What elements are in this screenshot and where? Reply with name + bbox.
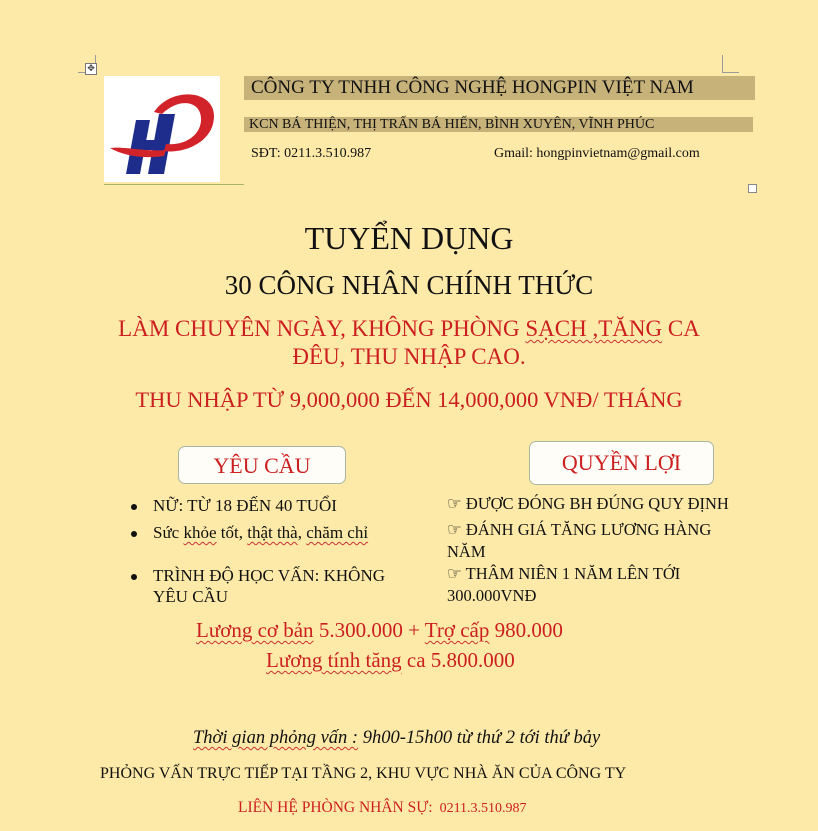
requirement-item [153,523,368,543]
requirement-text: Sức [153,523,184,542]
requirement-text: tốt, [216,523,248,542]
hr-contact-label: LIÊN HỆ PHÒNG NHÂN SỰ: [238,799,433,816]
requirement-item: NỮ: TỪ 18 ĐẾN 40 TUỔI [153,496,337,515]
hr-contact-phone: 0211.3.510.987 [439,801,527,816]
bullet-icon [131,531,137,537]
benefit-item-cont: NĂM [447,542,486,561]
bullet-icon [131,574,137,580]
interview-hours: 9h00-15h00 từ thứ 2 tới thứ bảy [358,728,601,748]
highlight-line-2: ĐÊU, THU NHẬP CAO. [292,344,526,369]
requirement-text-flagged: chăm chỉ [306,523,369,542]
highlight-line-1 [0,316,818,342]
requirement-item: TRÌNH ĐỘ HỌC VẤN: KHÔNG [153,566,386,585]
requirements-label: YÊU CẦU [178,446,346,484]
company-logo [104,76,220,182]
table-move-handle-icon[interactable]: ✥ [85,63,97,75]
bullet-icon [131,504,137,510]
benefit-text: THÂM NIÊN 1 NĂM LÊN TỚI [465,564,681,583]
requirement-text-flagged: khỏe [183,523,217,542]
base-salary [196,618,563,643]
requirement-item-cont: YÊU CẦU [153,587,229,606]
income-line: THU NHẬP TỪ 9,000,000 ĐẾN 14,000,000 VNĐ/ THÁNG [135,387,683,412]
logo-icon [104,76,220,182]
subtitle: 30 CÔNG NHÂN CHÍNH THỨC [224,270,594,300]
benefit-item [447,494,729,514]
interview-label: Thời gian phỏng vấn : [193,728,359,748]
benefit-text: ĐÁNH GIÁ TĂNG LƯƠNG HÀNG [465,520,712,539]
requirement-text-flagged: thật thà [247,523,298,542]
highlight-text-flagged: SẠCH ,TĂNG [525,316,663,341]
pointing-hand-icon: ☞ [447,494,466,513]
company-address: KCN BÁ THIỆN, THỊ TRẤN BÁ HIẾN, BÌNH XUYÊN, VĨNH PHÚC [244,117,753,132]
interview-location: PHỎNG VẤN TRỰC TIẾP TẠI TẦNG 2, KHU VỰC NHÀ ĂN CỦA CÔNG TY [100,765,627,782]
hr-contact [238,799,527,817]
table-resize-handle[interactable] [748,184,757,193]
company-email: Gmail: hongpinvietnam@gmail.com [494,146,700,161]
page-corner-mark [722,72,739,73]
company-phone: SĐT: 0211.3.510.987 [251,146,372,161]
salary-text: 5.300.000 + [313,618,425,642]
pointing-hand-icon: ☞ [447,520,466,539]
requirement-text: , [297,523,307,542]
benefit-text: ĐƯỢC ĐÓNG BH ĐÚNG QUY ĐỊNH [465,494,729,513]
page-title [0,220,818,257]
title-text: TUYỂN DỤNG [304,220,514,256]
salary-text: 980.000 [489,618,563,642]
highlight-text: CA [662,316,700,341]
logo-underline [104,184,244,185]
page-corner-mark [722,55,723,73]
benefit-item-cont: 300.000VNĐ [447,586,537,605]
benefit-item [447,520,711,540]
pointing-hand-icon: ☞ [447,564,466,583]
company-name: CÔNG TY TNHH CÔNG NGHỆ HONGPIN VIỆT NAM [244,76,755,100]
interview-time [193,728,600,749]
overtime-salary [266,648,515,673]
benefits-label: QUYỀN LỢI [529,441,714,485]
benefit-item [447,564,680,584]
salary-text-flagged: Lương tính tăng [266,648,402,672]
salary-text-flagged: Lương cơ bản [196,618,314,642]
highlight-text: LÀM CHUYÊN NGÀY, KHÔNG PHÒNG [118,316,526,341]
salary-text: ca 5.800.000 [401,648,515,672]
salary-text-flagged: Trợ cấp [424,618,490,642]
